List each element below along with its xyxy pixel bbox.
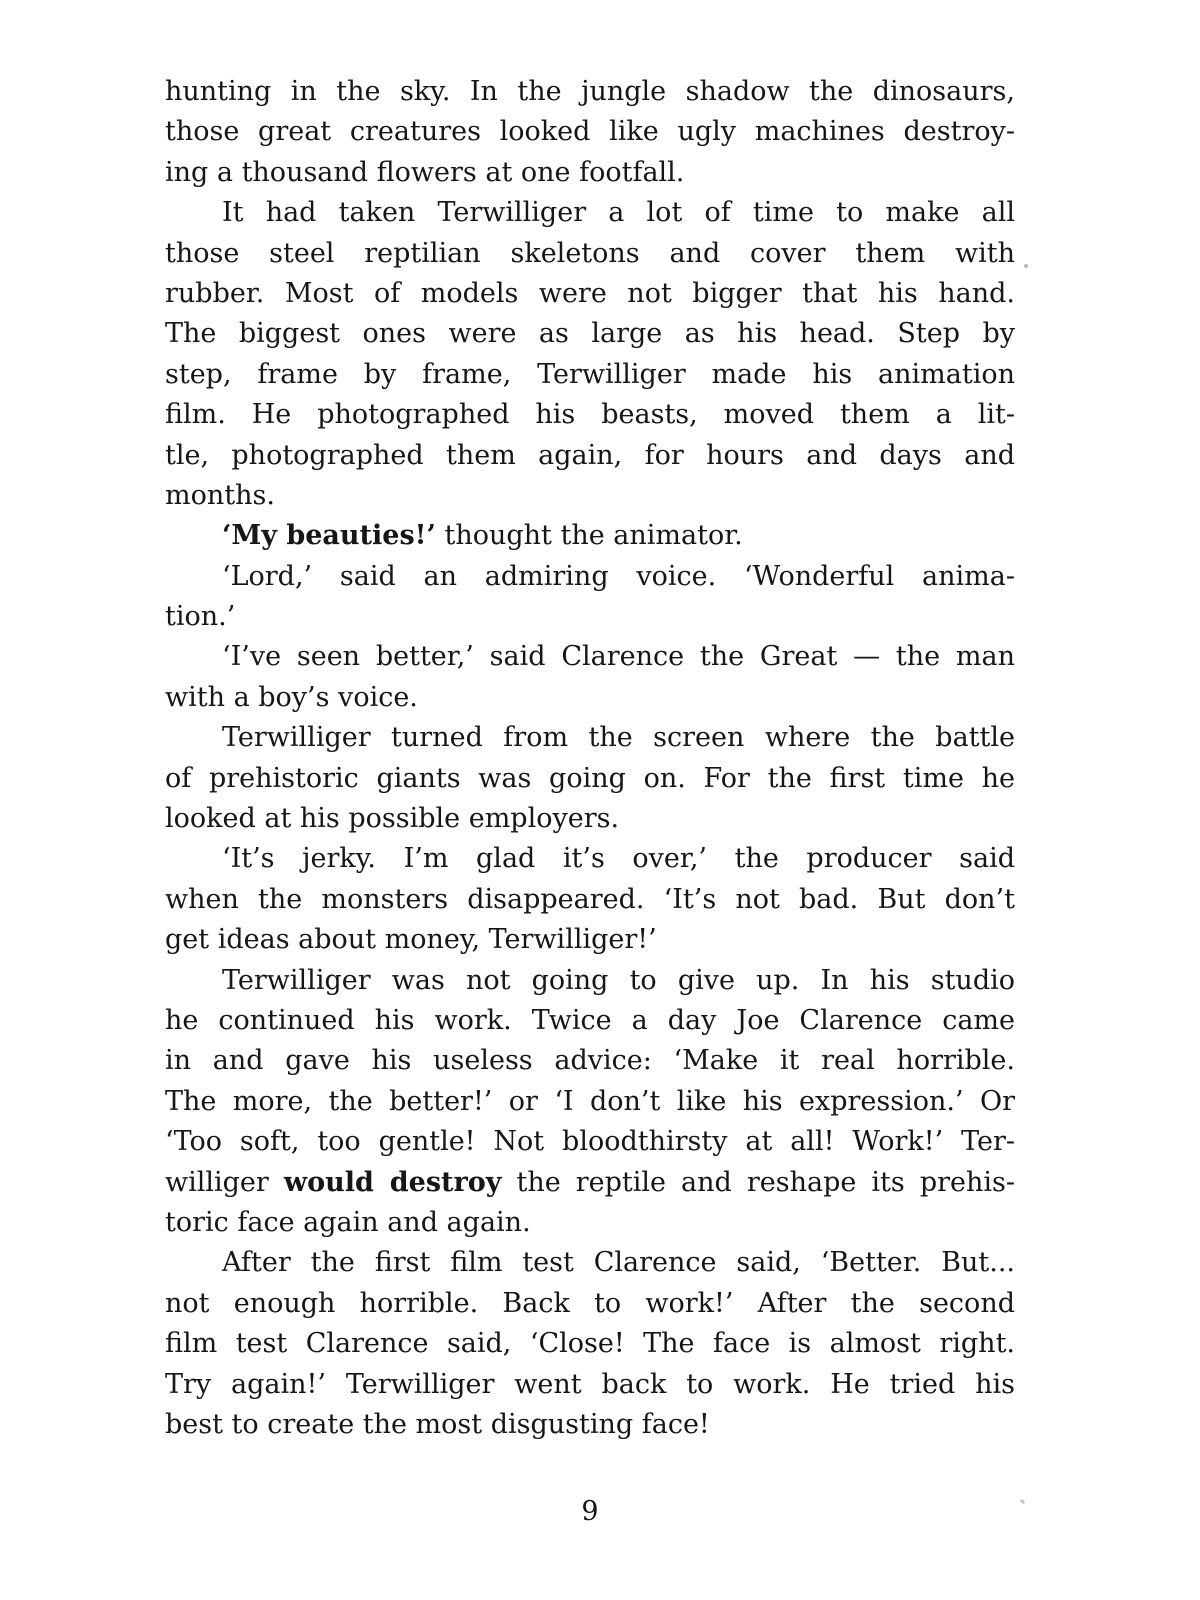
text-line — [165, 395, 1015, 435]
text-segment: williger — [165, 1166, 284, 1198]
text-line — [165, 234, 1015, 274]
text-line — [165, 1284, 1015, 1324]
text-segment: tion.’ — [165, 601, 236, 633]
text-line — [165, 476, 1015, 516]
text-line — [165, 153, 1015, 193]
text-segment: get ideas about money, Terwilliger!’ — [165, 924, 657, 956]
text-line — [165, 1365, 1015, 1405]
text-line — [165, 1405, 1015, 1445]
text-line — [165, 314, 1015, 354]
text-line — [165, 1041, 1015, 1081]
text-line — [165, 597, 1015, 637]
text-segment: The biggest ones were as large as his head. Step by — [165, 318, 1015, 350]
text-segment: of prehistoric giants was going on. For the first time he — [165, 762, 1015, 794]
text-segment: when the monsters disappeared. ‘It’s not bad. But don’t — [165, 883, 1015, 915]
scan-speck — [1020, 1499, 1026, 1505]
text-segment: Try again!’ Terwilliger went back to work. He tried his — [165, 1368, 1015, 1400]
text-segment: After the first film test Clarence said, ‘Better. But... — [222, 1247, 1015, 1279]
text-segment: ‘Lord,’ said an admiring voice. ‘Wonderful anima- — [222, 560, 1015, 592]
text-segment: ing a thousand flowers at one footfall. — [165, 156, 685, 188]
text-segment: not enough horrible. Back to work!’ After the second — [165, 1287, 1015, 1319]
text-line — [165, 880, 1015, 920]
text-segment: best to create the most disgusting face! — [165, 1408, 710, 1440]
text-segment: the reptile and reshape its prehis- — [501, 1166, 1015, 1198]
text-line — [165, 557, 1015, 597]
text-segment: The more, the better!’ or ‘I don’t like his expression.’ Or — [165, 1085, 1015, 1117]
text-line — [165, 759, 1015, 799]
page-number: 9 — [581, 1496, 599, 1527]
text-line — [165, 637, 1015, 677]
text-segment: in and gave his useless advice: ‘Make it real horrible. — [165, 1045, 1015, 1077]
text-line — [165, 193, 1015, 233]
text-segment: It had taken Terwilliger a lot of time to make all — [222, 197, 1015, 229]
text-segment: those steel reptilian skeletons and cover them with — [165, 237, 1015, 269]
text-line — [165, 1122, 1015, 1162]
text-segment: toric face again and again. — [165, 1206, 531, 1238]
text-line — [165, 112, 1015, 152]
text-line — [165, 799, 1015, 839]
text-segment: looked at his possible employers. — [165, 803, 620, 835]
text-line — [165, 718, 1015, 758]
text-segment: rubber. Most of models were not bigger that his hand. — [165, 277, 1015, 309]
text-line — [165, 920, 1015, 960]
text-segment: ‘Too soft, too gentle! Not bloodthirsty at all! Work!’ Ter- — [165, 1126, 1015, 1158]
text-line — [165, 1203, 1015, 1243]
text-line — [165, 1163, 1015, 1203]
scan-speck — [1024, 264, 1028, 268]
text-segment: film test Clarence said, ‘Close! The face is almost right. — [165, 1328, 1015, 1360]
text-segment: Terwilliger was not going to give up. In his studio — [222, 964, 1015, 996]
text-line — [165, 1324, 1015, 1364]
text-segment: he continued his work. Twice a day Joe Clarence came — [165, 1004, 1015, 1036]
text-line — [165, 1082, 1015, 1122]
text-line — [165, 1001, 1015, 1041]
text-segment: film. He photographed his beasts, moved them a lit- — [165, 399, 1015, 431]
text-segment: with a boy’s voice. — [165, 681, 418, 713]
text-segment: those great creatures looked like ugly machines destroy- — [165, 116, 1015, 148]
text-segment: tle, photographed them again, for hours and days and — [165, 439, 1015, 471]
text-segment: hunting in the sky. In the jungle shadow the dinosaurs, — [165, 76, 1015, 107]
text-segment: ‘It’s jerky. I’m glad it’s over,’ the producer said — [222, 843, 1015, 875]
text-segment: months. — [165, 479, 275, 511]
text-segment: ‘I’ve seen better,’ said Clarence the Great — the man — [222, 641, 1015, 673]
text-segment: step, frame by frame, Terwilliger made his animation — [165, 358, 1015, 390]
text-line — [165, 72, 1015, 112]
text-line — [165, 961, 1015, 1001]
bold-text: would destroy — [283, 1166, 502, 1198]
text-line — [165, 274, 1015, 314]
page-text — [165, 72, 1015, 1445]
bold-text: ‘My beauties!’ — [222, 520, 436, 552]
text-segment: thought the animator. — [435, 520, 743, 552]
text-line — [165, 436, 1015, 476]
text-segment: Terwilliger turned from the screen where the battle — [222, 722, 1015, 754]
text-line — [165, 355, 1015, 395]
text-line — [165, 516, 1015, 556]
text-line — [165, 1243, 1015, 1283]
text-line — [165, 839, 1015, 879]
text-line — [165, 678, 1015, 718]
